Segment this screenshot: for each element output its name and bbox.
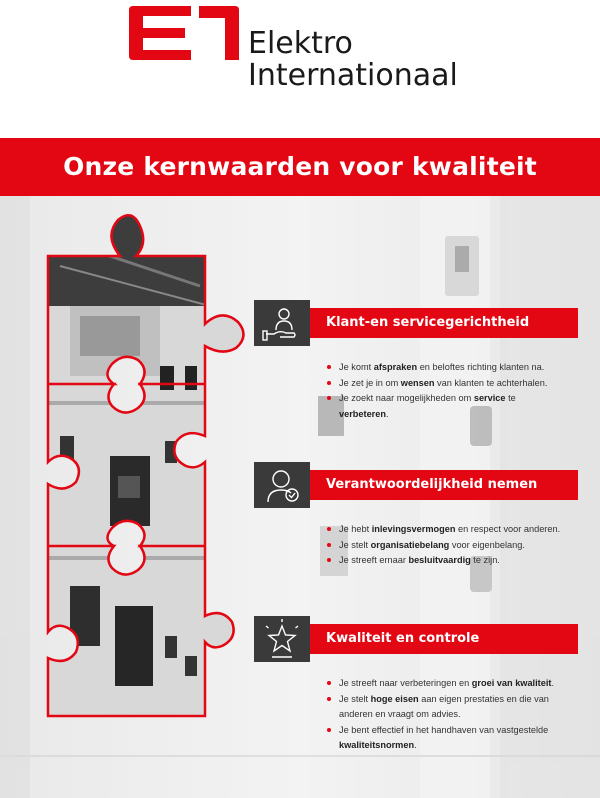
emphasis: verbeteren xyxy=(339,408,386,419)
emphasis: groei van kwaliteit xyxy=(471,678,552,688)
bullet-item: Je zet je in om wensen van klanten te achterhalen. xyxy=(327,376,567,392)
page-title: Onze kernwaarden voor kwaliteit xyxy=(63,152,537,181)
star-quality-icon xyxy=(254,616,310,662)
emphasis: wensen xyxy=(400,377,435,388)
emphasis: organisatiebelang xyxy=(370,539,450,550)
emphasis: inlevingsvermogen xyxy=(371,524,456,534)
hand-person-icon xyxy=(254,300,310,346)
title-banner xyxy=(0,138,600,196)
section-title: Klant-en servicegerichtheid xyxy=(326,315,530,330)
bullet-item: Je stelt hoge eisen aan eigen prestaties en die van anderen en vraagt om advies. xyxy=(327,692,567,723)
emphasis: afspraken xyxy=(373,362,418,372)
emphasis: kwaliteitsnormen xyxy=(339,740,415,750)
section-title: Verantwoordelijkheid nemen xyxy=(326,477,538,492)
brand-line-2: Internationaal xyxy=(248,58,458,93)
bullet-item: Je streeft ernaar besluitvaardig te zijn. xyxy=(327,553,567,569)
emphasis: hoge eisen xyxy=(370,693,419,704)
bullet-item: Je streeft naar verbeteringen en groei van kwaliteit. xyxy=(327,676,567,692)
bullet-item: Je bent effectief in het handhaven van vastgestelde kwaliteitsnormen. xyxy=(327,723,567,754)
bullet-list xyxy=(327,522,567,569)
section-title: Kwaliteit en controle xyxy=(326,631,480,646)
section-title-bar xyxy=(310,470,578,500)
emphasis: besluitvaardig xyxy=(408,555,471,565)
section-title-bar xyxy=(310,624,578,654)
header xyxy=(0,0,600,140)
bullet-list xyxy=(327,360,567,422)
bullet-item: Je komt afspraken en beloftes richting klanten na. xyxy=(327,360,567,376)
section-title-bar xyxy=(310,308,578,338)
person-check-icon xyxy=(254,462,310,508)
brand-name xyxy=(248,28,458,92)
logo-mark xyxy=(125,4,243,64)
emphasis: service xyxy=(473,393,506,403)
bullet-item: Je stelt organisatiebelang voor eigenbelang. xyxy=(327,538,567,554)
bullet-item: Je zoekt naar mogelijkheden om service te verbeteren. xyxy=(327,391,567,422)
bullet-list xyxy=(327,676,567,754)
bullet-item: Je hebt inlevingsvermogen en respect voor anderen. xyxy=(327,522,567,538)
brand-line-1: Elektro xyxy=(248,26,353,61)
